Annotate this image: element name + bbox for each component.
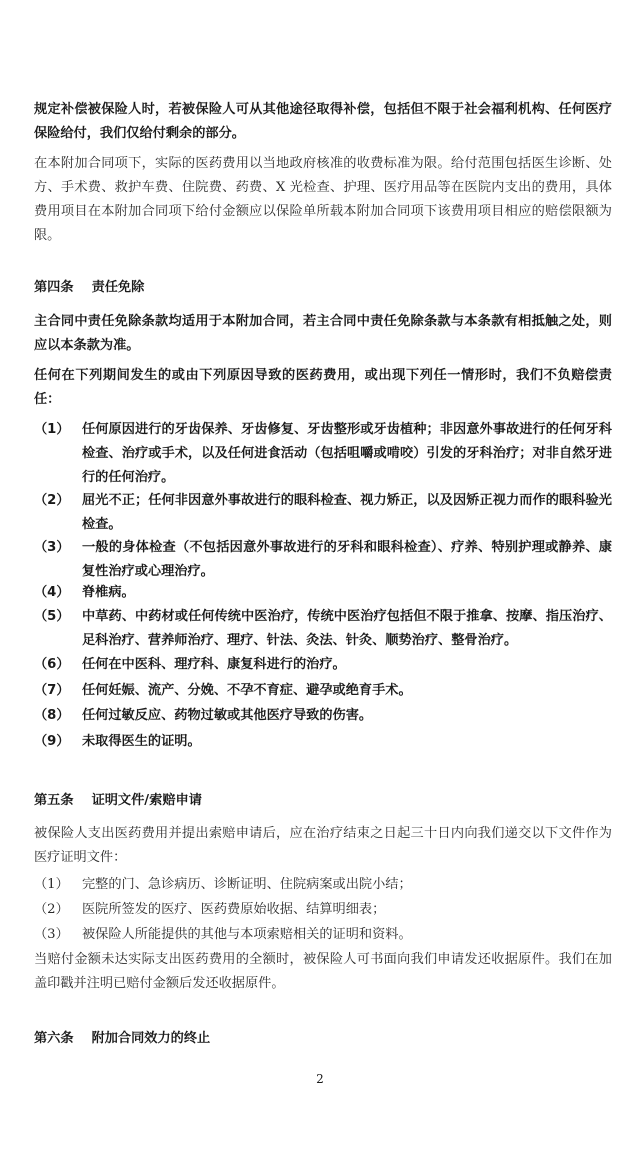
item-text: 医院所签发的医疗、医药费原始收据、结算明细表；	[82, 902, 386, 917]
section-heading-5	[34, 789, 202, 813]
item-number: （9）	[34, 734, 70, 749]
item-number: （1）	[34, 877, 69, 892]
list-item	[34, 418, 612, 490]
paragraph-claim-docs-intro: 被保险人支出医药费用并提出索赔申请后，应在治疗结束之日起三十日内向我们递交以下文件作为医疗证明文件：	[34, 826, 612, 865]
item-text: 被保险人所能提供的其他与本项索赔相关的证明和资料。	[82, 927, 412, 942]
paragraph-exclusion-intro: 任何在下列期间发生的或由下列原因导致的医药费用，或出现下列任一情形时，我们不负赔偿责任：	[34, 368, 612, 407]
section-number: 第六条	[34, 1031, 74, 1046]
item-number: （6）	[34, 657, 70, 672]
section-number: 第四条	[34, 280, 74, 295]
item-number: （5）	[34, 609, 70, 624]
page-number: 2	[316, 1072, 324, 1086]
list-item	[34, 653, 612, 677]
section-title: 责任免除	[91, 280, 145, 295]
item-number: （7）	[34, 683, 70, 698]
paragraph-compensation: 规定补偿被保险人时，若被保险人可从其他途径取得补偿，包括但不限于社会福利机构、任何医疗保险给付，我们仅给付剩余的部分。	[34, 102, 612, 141]
item-text: 任何过敏反应、药物过敏或其他医疗导致的伤害。	[82, 708, 373, 723]
section-heading-6	[34, 1027, 210, 1051]
item-text: 任何妊娠、流产、分娩、不孕不育症、避孕或绝育手术。	[82, 683, 412, 698]
item-text: 脊椎病。	[82, 585, 135, 600]
item-text: 一般的身体检查（不包括因意外事故进行的牙科和眼科检查）、疗养、特别护理或静养、康复性治疗或心理治疗。	[82, 540, 612, 579]
item-text: 屈光不正；任何非因意外事故进行的眼科检查、视力矫正，以及因矫正视力而作的眼科验光检查。	[82, 493, 612, 532]
section-heading-4	[34, 276, 144, 300]
item-text: 中草药、中药材或任何传统中医治疗，传统中医治疗包括但不限于推拿、按摩、指压治疗、足科治疗、营养师治疗、理疗、针法、灸法、针灸、顺势治疗、整骨治疗。	[82, 609, 612, 648]
paragraph-main-contract: 主合同中责任免除条款均适用于本附加合同，若主合同中责任免除条款与本条款有相抵触之处，则应以本条款为准。	[34, 314, 612, 353]
list-item	[34, 679, 612, 703]
paragraph-expense-scope: 在本附加合同项下，实际的医药费用以当地政府核准的收费标准为限。给付范围包括医生诊断、处方、手术费、救护车费、住院费、药费、X 光检查、护理、医疗用品等在医院内支出的费用，具体费用项目在本附加合同项下给付金额应以保险单所载本附加合同项下该费用项目相应的赔偿限额为限。	[34, 156, 612, 243]
list-item	[34, 704, 612, 728]
item-number: （2）	[34, 902, 69, 917]
item-text: 完整的门、急诊病历、诊断证明、住院病案或出院小结；	[82, 877, 412, 892]
list-item	[34, 536, 612, 584]
section-number: 第五条	[34, 793, 74, 808]
item-number: （1）	[34, 422, 70, 437]
item-text: 任何在中医科、理疗科、康复科进行的治疗。	[82, 657, 346, 672]
item-number: （2）	[34, 493, 70, 508]
item-text: 任何原因进行的牙齿保养、牙齿修复、牙齿整形或牙齿植种；非因意外事故进行的任何牙科检查、治疗或手术，以及任何进食活动（包括咀嚼或啃咬）引发的牙科治疗；对非自然牙进行的任何治疗。	[82, 422, 612, 485]
paragraph-receipt-return: 当赔付金额未达实际支出医药费用的全额时，被保险人可书面向我们申请发还收据原件。我们在加盖印戳并注明已赔付金额后发还收据原件。	[34, 952, 612, 991]
list-item	[34, 898, 612, 922]
section-title: 证明文件/索赔申请	[91, 793, 202, 808]
list-item	[34, 489, 612, 537]
list-item	[34, 730, 612, 754]
item-text: 未取得医生的证明。	[82, 734, 201, 749]
item-number: （3）	[34, 540, 70, 555]
list-item	[34, 923, 612, 947]
list-item	[34, 581, 612, 605]
item-number: （4）	[34, 585, 70, 600]
list-item	[34, 605, 612, 653]
section-title: 附加合同效力的终止	[91, 1031, 211, 1046]
item-number: （8）	[34, 708, 70, 723]
list-item	[34, 873, 612, 897]
item-number: （3）	[34, 927, 69, 942]
